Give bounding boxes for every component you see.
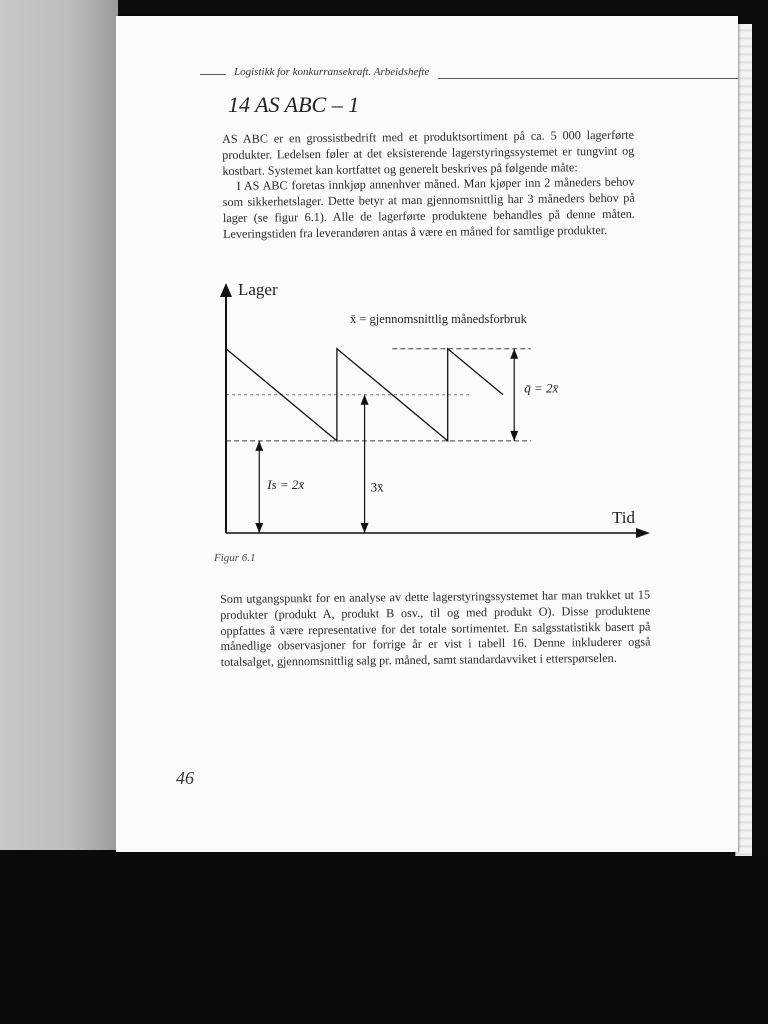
reference-lines [226,349,531,441]
order-quantity-arrow-head-top [510,349,518,359]
header-rule-right [438,78,738,79]
legend-note: x̄ = gjennomsnittlig månedsforbruk [350,312,527,326]
book-page [116,16,738,852]
y-axis-arrow [220,283,232,297]
figure-caption: Figur 6.1 [214,552,256,564]
safety-stock-arrow-head-top [255,441,263,451]
body-text [220,587,651,670]
body-paragraph: Som utgangspunkt for en analyse av dette lagerstyringssystemet har man trukket ut 15 produkter (produkt A, produkt B osv., til og med produkt O). Disse produktene oppfattes å være representative for det totale sortimentet. En salgsstatistikk basert på månedlige observasjoner for forrige år er vist i tabell 16. Denne inkluderer også totalsalget, gjennomsnittlig salg pr. måned, samt standardavviket i etterspørselen. [220,587,651,670]
inventory-chart [212,271,652,561]
intro-paragraph-1: AS ABC er en grossistbedrift med et produktsortiment på ca. 5 000 lagerførte produkter. Ledelsen føler at det eksisterende lagerstyringssystemet er tungvint og kostbart. Systemet kan kortfattet og generelt beskrives på følgende måte: [222,127,635,178]
page-number: 46 [176,768,194,788]
header-rule-left [200,74,226,75]
average-stock-label: 3x̄ [370,479,384,495]
order-quantity-label: q̄ = 2x̄ [524,380,559,396]
x-axis-label: Tid [612,508,636,527]
section-title: 14 AS ABC – 1 [228,92,360,117]
y-axis-label: Lager [238,280,278,299]
scan-margin-bottom [0,850,768,1024]
average-stock-arrow-head-bottom [361,523,369,533]
inventory-chart-svg [212,271,652,561]
x-axis-arrow [636,528,650,538]
order-quantity-arrow-head-bottom [510,431,518,441]
safety-stock-label: Is = 2x̄ [267,477,305,493]
safety-stock-arrow-head-bottom [255,523,263,533]
intro-text [222,128,635,243]
intro-paragraph-2: I AS ABC foretas innkjøp annenhver måned. Man kjøper inn 2 måneders behov som sikkerhetslager. Dette betyr at man gjennomsnittlig har 3 måneders behov på lager (se figur 6.1). Alle de lagerførte produktene behandles på denne måten. Leveringstiden fra leverandøren antas å være en måned for samtlige produkter. [222,175,635,241]
running-header [200,66,660,86]
average-stock-arrow-head-top [361,395,369,405]
running-title: Logistikk for konkurransekraft. Arbeidshefte [234,66,430,78]
